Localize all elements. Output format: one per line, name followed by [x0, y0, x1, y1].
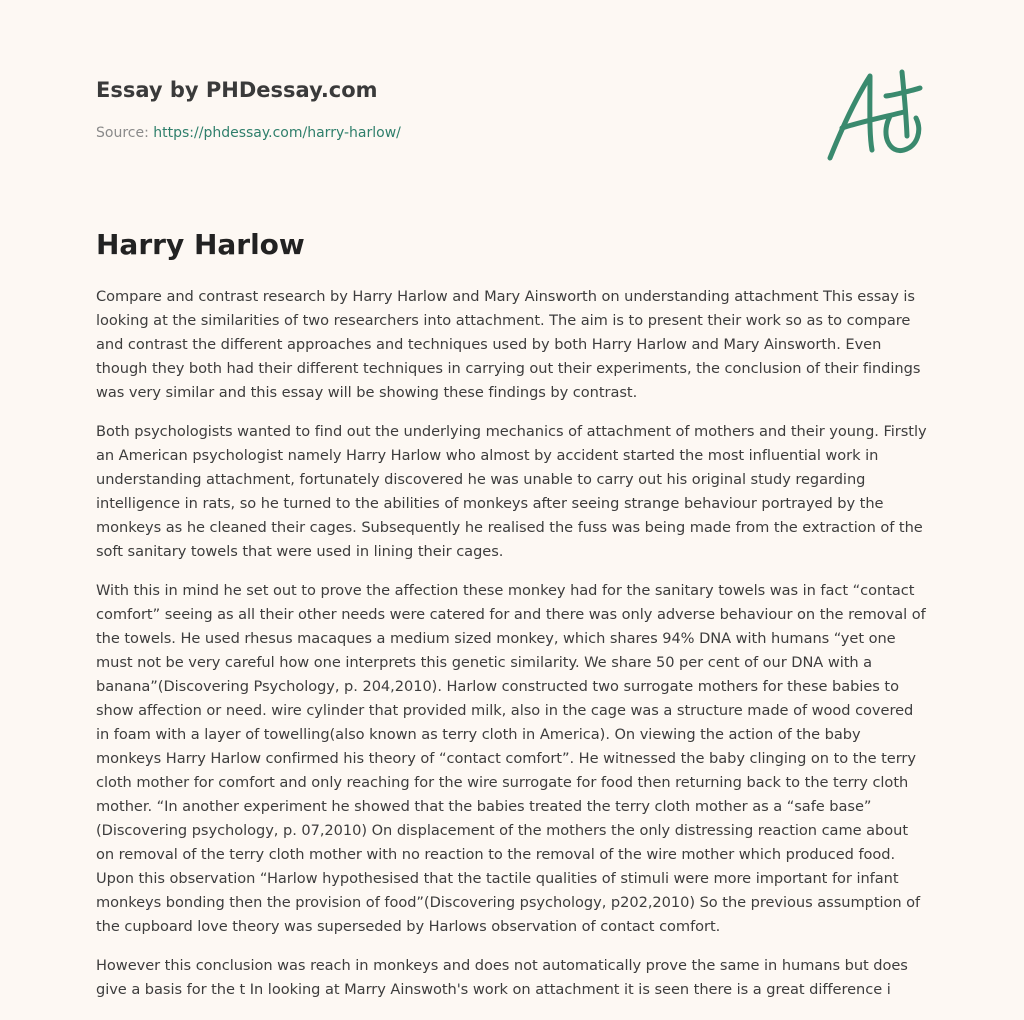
- paragraph: With this in mind he set out to prove the affection these monkey had for the sanitary towels was in fact “contact comfort” seeing as all their other needs were catered for and there was only adverse behaviour on the removal of the towels. He used rhesus macaques a medium sized monkey, which shares 94% DNA with humans “yet one must not be very careful how one interprets this genetic similarity. We share 50 per cent of our DNA with a banana”(Discovering Psychology, p. 204,2010). Harlow constructed two surrogate mothers for these babies to show affection or need. wire cylinder that provided milk, also in the cage was a structure made of wood covered in foam with a layer of towelling(also known as terry cloth in America). On viewing the action of the baby monkeys Harry Harlow confirmed his theory of “contact comfort”. He witnessed the baby clinging on to the terry cloth mother for comfort and only reaching for the wire surrogate for food then returning back to the terry cloth mother. “In another experiment he showed that the babies treated the terry cloth mother as a “safe base” (Discovering psychology, p. 07,2010) On displacement of the mothers the only distressing reaction came about on removal of the terry cloth mother with no reaction to the removal of the wire mother which produced food. Upon this observation “Harlow hypothesised that the tactile qualities of stimuli were more important for infant monkeys bonding then the provision of food”(Discovering psychology, p202,2010) So the previous assumption of the cupboard love theory was superseded by Harlows observation of contact comfort.: [96, 582, 926, 935]
- paragraph: Compare and contrast research by Harry Harlow and Mary Ainsworth on understanding attachment This essay is looking at the similarities of two researchers into attachment. The aim is to present their work so as to compare and contrast the different approaches and techniques used by both Harry Harlow and Mary Ainsworth. Even though they both had their different techniques in carrying out their experiments, the conclusion of their findings was very similar and this essay will be showing these findings by contrast.: [96, 288, 921, 401]
- a-plus-grade-icon: [820, 66, 930, 166]
- essay-header: [96, 76, 776, 143]
- paragraph: Both psychologists wanted to find out the underlying mechanics of attachment of mothers and their young. Firstly an American psychologist namely Harry Harlow who almost by accident started the most influential work in understanding attachment, fortunately discovered he was unable to carry out his original study regarding intelligence in rats, so he turned to the abilities of monkeys after seeing strange behaviour portrayed by the monkeys as he cleaned their cages. Subsequently he realised the fuss was being made from the extraction of the soft sanitary towels that were used in lining their cages.: [96, 423, 927, 560]
- article-body: [96, 285, 930, 1017]
- site-brand: Essay by PHDessay.com: [96, 78, 378, 102]
- source-line: [96, 123, 776, 143]
- source-label: Source:: [96, 125, 154, 141]
- paragraph: However this conclusion was reach in monkeys and does not automatically prove the same in humans but does give a basis for the t In looking at Marry Ainswoth's work on attachment it is seen there is a great difference i: [96, 957, 908, 998]
- source-link[interactable]: https://phdessay.com/harry-harlow/: [153, 125, 401, 141]
- article-title: Harry Harlow: [96, 228, 305, 261]
